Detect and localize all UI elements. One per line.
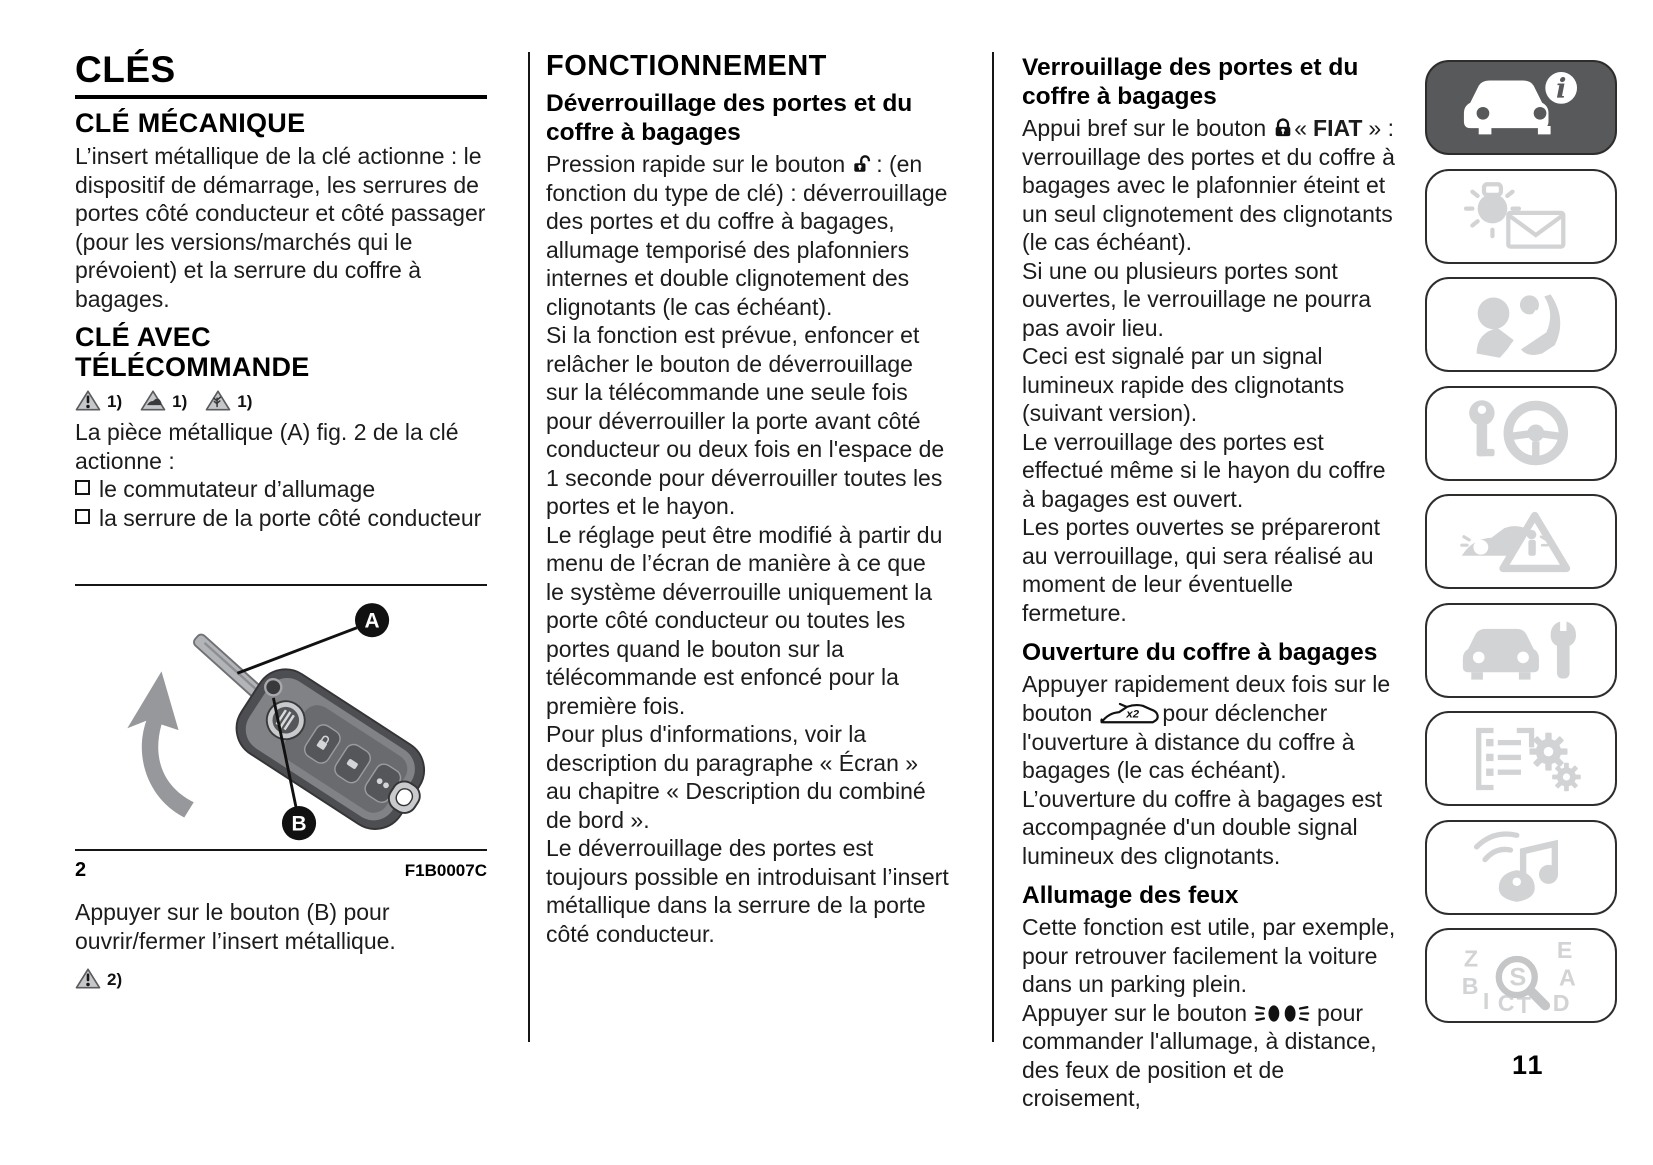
svg-text:i: i [1555,71,1567,104]
section-title-cle-telecommande: CLÉ AVEC TÉLÉCOMMANDE [75,322,310,382]
paragraph-preparation-verrouillage: Les portes ouvertes se prépareront au verrouillage, qui sera réalisé au moment de leur éventuelle fermeture. [1022,514,1380,626]
svg-text:T: T [1516,991,1531,1013]
paragraph-hayon-ouvert: Le verrouillage des portes est effectué même si le hayon du coffre à bagages est ouvert. [1022,428,1386,512]
paragraph-pression-rapide: Pression rapide sur le bouton : (en fonction du type de clé) : déverrouillage des portes et du coffre à bagages, allumage temporisé des plafonniers internes et double clignotement des clignotants (le cas échéant). [546,151,948,320]
page-number: 11 [1512,1050,1545,1080]
tab-warning-lights-and-messages[interactable] [1425,169,1617,264]
figure-block [75,584,487,882]
paragraph-signal-lumineux: Ceci est signalé par un signal lumineux rapide des clignotants (suivant version). [1022,343,1345,426]
square-bullet-icon [75,480,90,495]
svg-text:B: B [291,812,307,836]
middle-column [546,50,950,948]
tab-servicing-and-care[interactable] [1425,603,1617,698]
figure-bottom-rule [75,849,487,851]
column-divider [992,52,994,1042]
figure-number: 2 [75,859,87,881]
warning-lamp-message-icon [1457,179,1585,253]
tab-vehicle-info[interactable] [1425,60,1617,155]
chapter-tab-sidebar [1425,60,1621,1037]
list-item: la serrure de la porte côté conducteur [75,504,487,533]
square-bullet-icon [75,509,90,524]
paragraph-deverrouillage-insert: Le déverrouillage des portes est toujours possible en introduisant l’insert métallique dans la serrure de la porte côté conducteur. [546,835,949,947]
figure-code: F1B0007C [404,861,487,880]
specs-list-gears-icon [1457,722,1585,796]
svg-text:A: A [1559,964,1576,991]
column-divider [528,52,530,1042]
warning-reference-row [75,386,487,412]
car-info-icon [1457,71,1585,145]
brand-name: FIAT [1313,115,1363,141]
paragraph-ouverture-coffre: Appuyer rapidement deux fois sur le bouton x2 pour déclencher l'ouverture à distance du coffre à bagages (le cas échéant). [1022,671,1391,783]
chapter-title: CLÉS [75,49,176,90]
subhead-ouverture-coffre: Ouverture du coffre à bagages [1022,639,1378,666]
warning-general-icon [75,967,101,990]
svg-text:S: S [1509,963,1527,992]
key-steering-wheel-icon [1457,396,1585,470]
tab-multimedia[interactable] [1425,820,1617,915]
warning-ref-label: 2) [107,970,123,989]
chapter-title-rule [75,95,487,99]
subhead-allumage-feux: Allumage des feux [1022,882,1239,909]
tab-safety[interactable] [1425,277,1617,372]
paragraph-si-la-fonction: Si la fonction est prévue, enfoncer et relâcher le bouton de déverrouillage sur la télécommande une seule fois pour déverrouiller la porte avant côté conducteur ou deux fois en l'espace de 1 seconde pour déverrouiller toutes les portes et le hayon. [546,322,945,519]
section-title-fonctionnement: FONCTIONNEMENT [546,50,827,82]
airbag-passenger-icon [1457,288,1585,362]
paragraph-appuyer-bouton-feux: Appuyer sur le bouton pour commander l'allumage, à distance, des feux de position et de croisement, [1022,999,1377,1111]
position-lights-icon [1254,1002,1310,1025]
paragraph-piece-metallique: La pièce métallique (A) fig. 2 de la clé actionne : [75,419,459,474]
tab-in-an-emergency[interactable] [1425,494,1617,589]
tab-technical-data[interactable] [1425,711,1617,806]
svg-text:I: I [1482,987,1490,1013]
padlock-open-icon [852,153,872,175]
svg-text:Z: Z [1463,944,1479,971]
svg-text:D: D [1552,989,1570,1013]
key-remote-figure [75,586,487,844]
list-item: le commutateur d’allumage [75,475,487,504]
car-wrench-icon [1457,613,1585,687]
padlock-closed-icon [1273,117,1293,139]
svg-text:C: C [1497,989,1515,1013]
paragraph-double-signal: L’ouverture du coffre à bagages est accompagnée d'un double signal lumineux des clignotants. [1022,785,1383,869]
paragraph-le-reglage: Le réglage peut être modifié à partir du menu de l’écran de manière à ce que le système déverrouille uniquement la porte côté conducteur ou toutes les portes quand le bouton sur la télécommande est enfoncé pour la première fois. [546,521,943,719]
paragraph-cle-mecanique: L’insert métallique de la clé actionne : le dispositif de démarrage, les serrures de portes côté conducteur et côté passager (pour les versions/marchés qui le prévoient) et la serrure du coffre à bagages. [75,143,486,312]
svg-text:A: A [364,609,380,633]
figure-references [75,859,487,882]
paragraph-portes-ouvertes: Si une ou plusieurs portes sont ouvertes, le verrouillage ne pourra pas avoir lieu. [1022,257,1372,341]
car-warning-triangle-icon [1457,505,1585,579]
tab-alphabetical-index[interactable] [1425,928,1617,1023]
paragraph-pour-plus: Pour plus d'informations, voir la description du paragraphe « Écran » au chapitre « Description du combiné de bord ». [546,721,926,833]
paragraph-fonction-utile: Cette fonction est utile, par exemple, pour retrouver facilement la voiture dans un parking plein. [1022,914,1396,997]
tab-starting-and-driving[interactable] [1425,386,1617,481]
left-column [75,50,487,1110]
key-fob-body [225,658,442,844]
warning-ref-label: 1) [237,392,253,411]
warning-ref-label: 1) [107,392,123,411]
trunk-open-x2-icon [1098,701,1162,728]
index-search-icon [1457,939,1585,1013]
svg-text:E: E [1556,938,1573,963]
after-figure-block [75,898,487,996]
warning-environment-icon [205,389,231,412]
right-column [1022,50,1400,1113]
subhead-deverrouillage: Déverrouillage des portes et du coffre à bagages [546,90,913,146]
svg-text:B: B [1461,972,1479,999]
multimedia-note-icon [1457,830,1585,904]
subhead-verrouillage: Verrouillage des portes et du coffre à bagages [1022,54,1359,110]
warning-general-icon [75,389,101,412]
paragraph-bouton-b: Appuyer sur le bouton (B) pour ouvrir/fermer l’insert métallique. [75,899,396,954]
section-title-cle-mecanique: CLÉ MÉCANIQUE [75,108,306,138]
rotate-arrow-icon [127,671,193,817]
svg-text:x2: x2 [1126,708,1140,721]
warning-vehicle-icon [140,389,166,412]
warning-ref-label: 1) [172,392,188,411]
paragraph-appui-bref: Appui bref sur le bouton « FIAT » : verrouillage des portes et du coffre à bagages avec le plafonnier éteint et un seul clignotement des clignotants (le cas échéant). [1022,115,1395,255]
bullet-list [75,475,487,532]
